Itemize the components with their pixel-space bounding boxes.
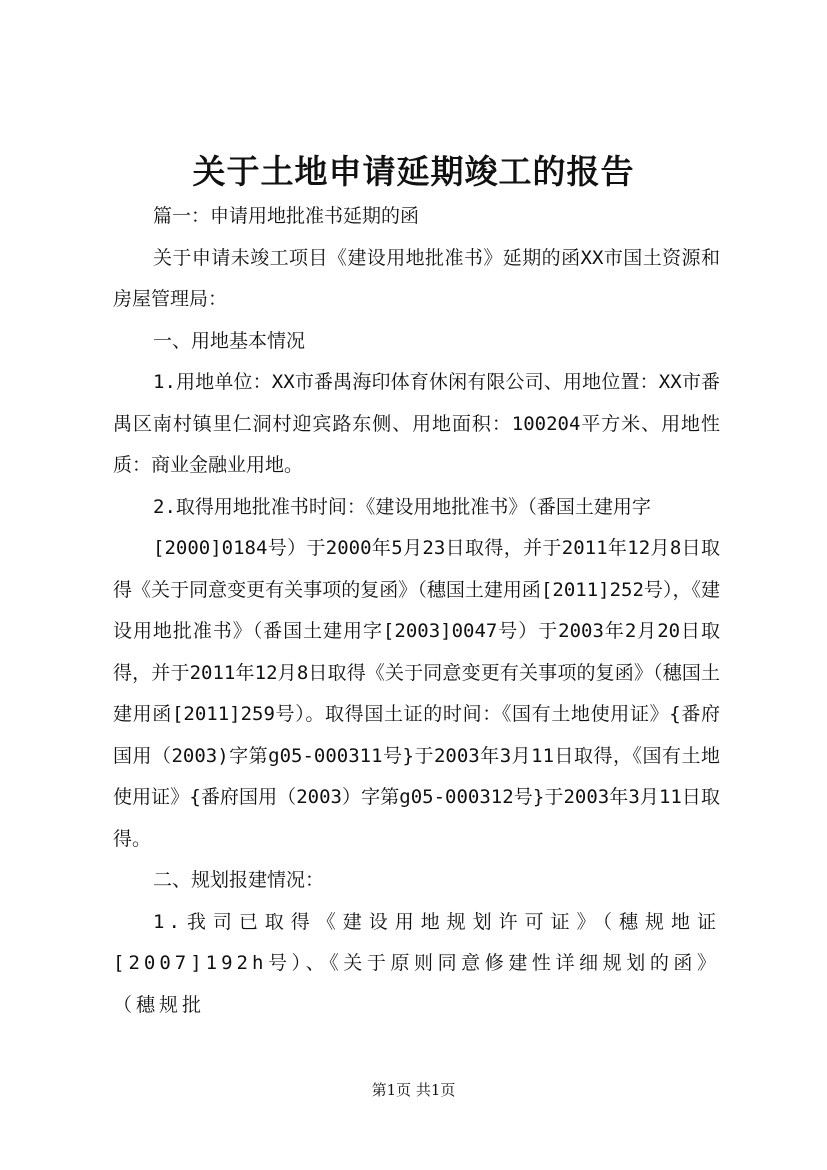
- approval-time-paragraph: 2.取得用地批准书时间：《建设用地批准书》（番国土建用字: [153, 495, 651, 518]
- letter-opening: 关于申请未竣工项目《建设用地批准书》延期的函XX市国土资源和房屋管理局：: [113, 246, 720, 310]
- section-heading: 一、用地基本情况: [153, 329, 306, 352]
- approval-detail-paragraph: [2000]0184号）于2000年5月23日取得，并于2011年12月8日取得《关于同意变更有关事项的复函》（穗国土建用函[2011]252号），《建设用地批准书》（番国土建用字[2003]0047号）于2003年2月20日取得，并于2011年12月8日取得《关于同意变更有关事项的复函》（穗国土建用函[2011]259号）。取得国土证的时间：《国有土地使用证》{番府国用（2003)字第g05-000311号}于2003年3月11日取得，《国有土地使用证》{番府国用（2003）字第g05-000312号}于2003年3月11日取得。: [113, 537, 720, 850]
- planning-paragraph: 1.我司已取得《建设用地规划许可证》（穗规地证[2007]192h号）、《关于原则同意修建性详细规划的函》（穗规批: [113, 910, 720, 1016]
- section-heading: 篇一：申请用地批准书延期的函: [153, 205, 420, 227]
- land-info-paragraph: 1.用地单位：XX市番禺海印体育休闲有限公司、用地位置：XX市番禺区南村镇里仁洞村迎宾路东侧、用地面积：100204平方米、用地性质：商业金融业用地。: [113, 371, 720, 476]
- page-footer: 第1页 共1页: [371, 1081, 456, 1099]
- document-title: 关于土地申请延期竣工的报告: [192, 152, 635, 191]
- document-body: [113, 196, 720, 1026]
- section-heading: 二、规划报建情况：: [153, 869, 325, 891]
